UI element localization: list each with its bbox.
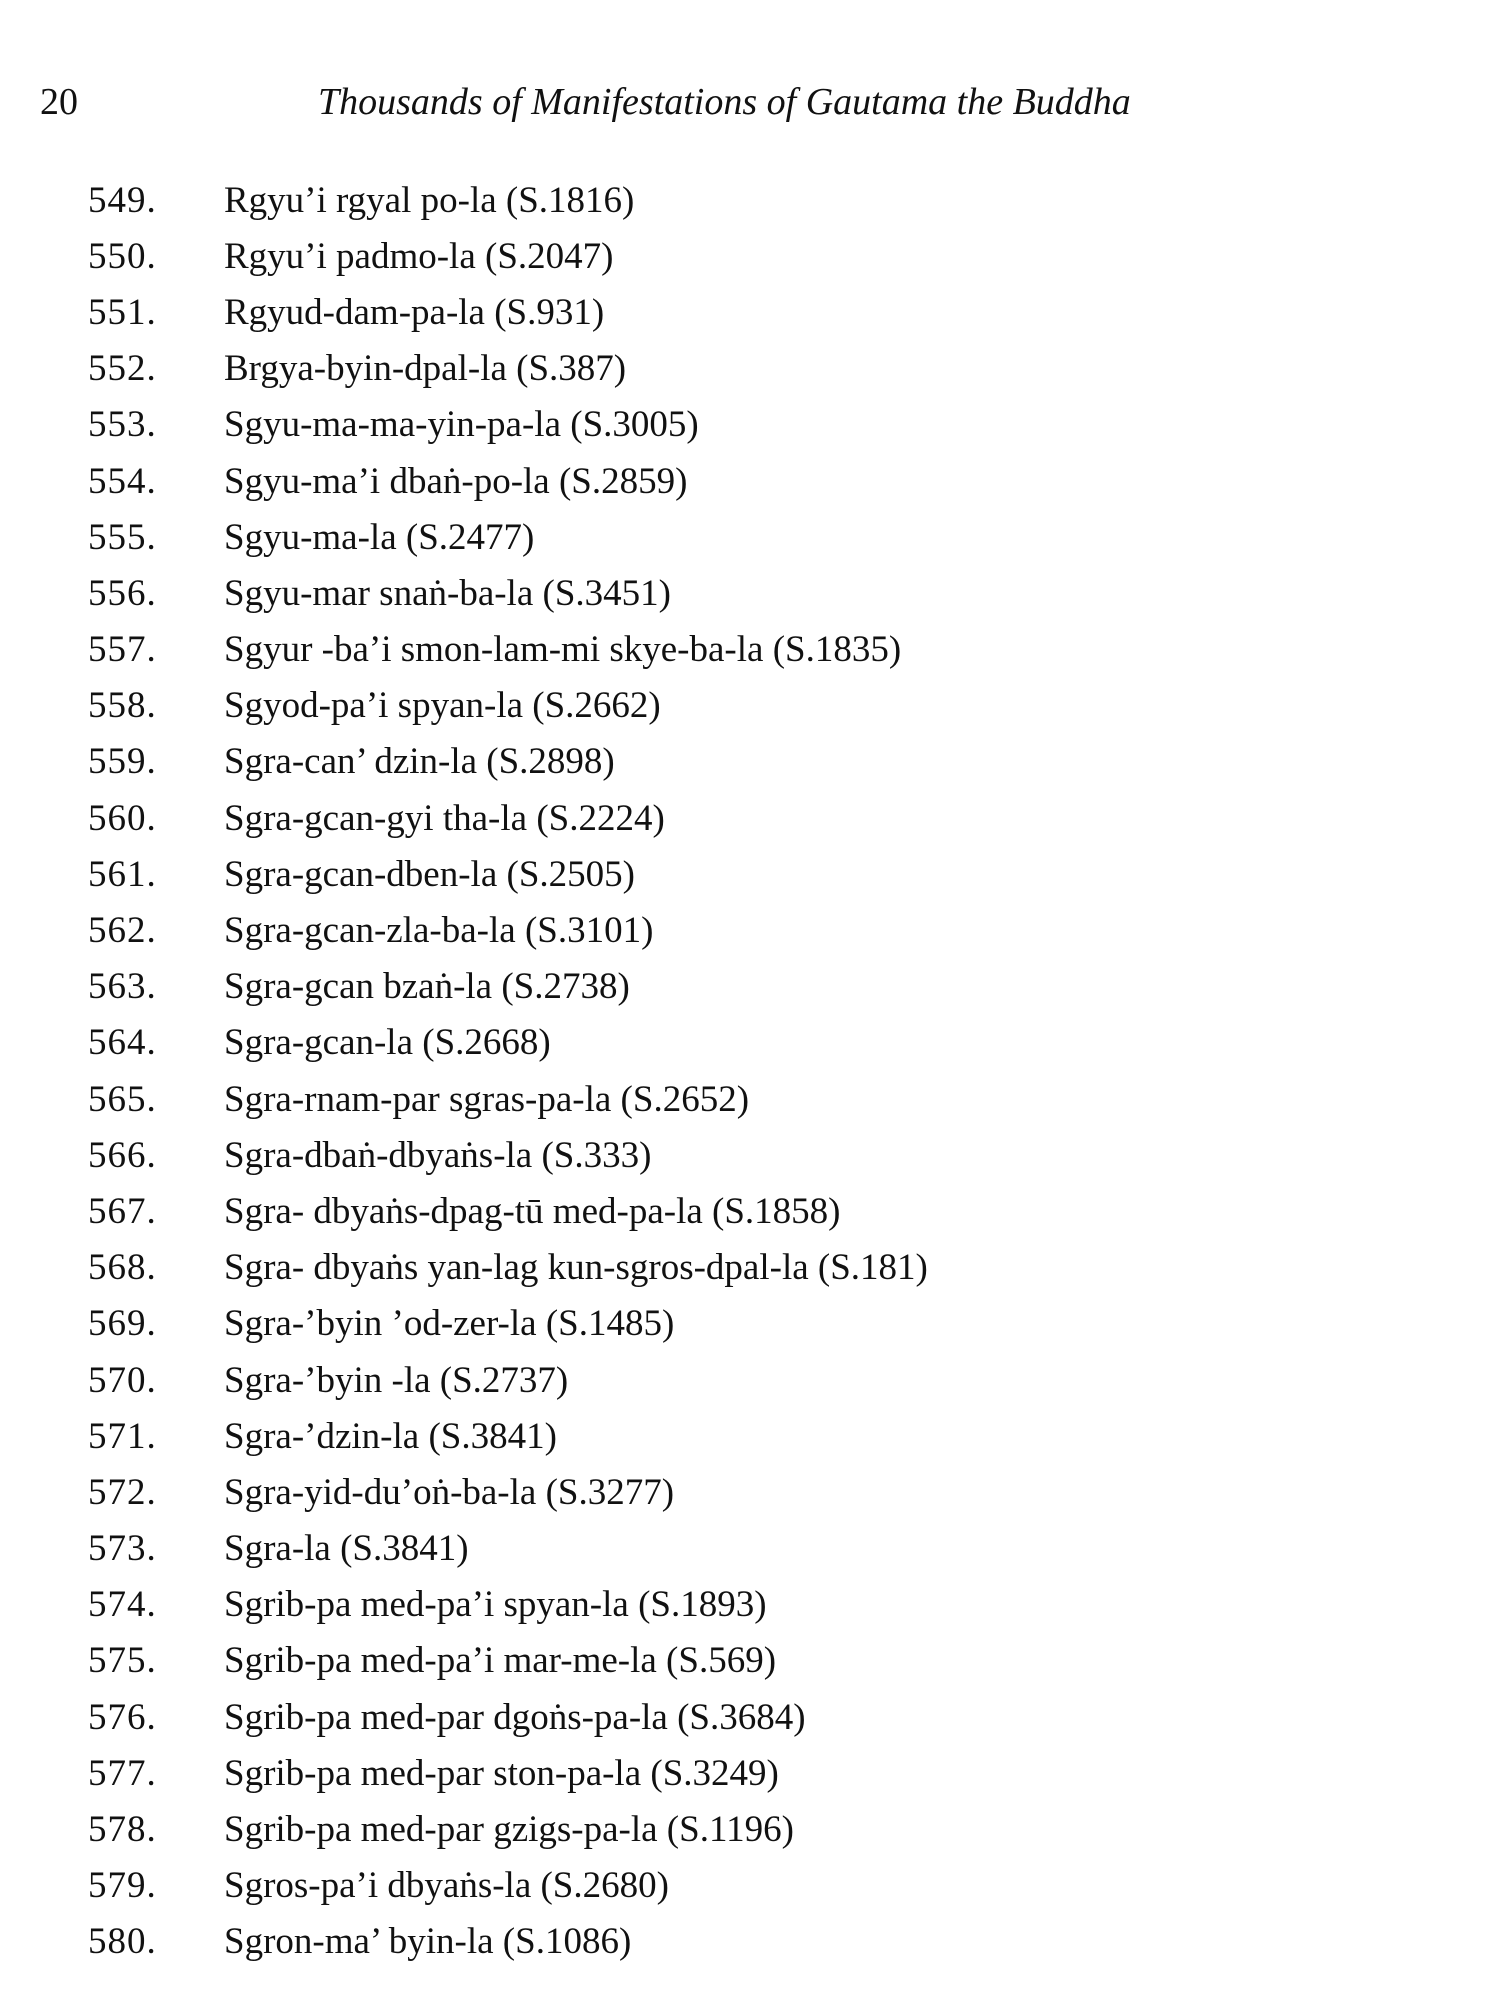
entry-number: 572. <box>88 1471 157 1513</box>
entry-name: Sgra-gcan-gyi tha-la (S.2224) <box>224 797 665 839</box>
list-item <box>88 1015 1448 1071</box>
entry-name: Sgra-’byin ’od-zer-la (S.1485) <box>224 1303 675 1345</box>
entry-name: Rgyu’i rgyal po-la (S.1816) <box>224 179 635 221</box>
entry-number: 555. <box>88 516 157 558</box>
entry-number: 575. <box>88 1640 157 1682</box>
list-item <box>88 509 1448 565</box>
entry-name: Sgros-pa’i dbyaṅs-la (S.2680) <box>224 1865 669 1907</box>
entry-number: 576. <box>88 1696 157 1738</box>
entry-name: Sgra-gcan-dben-la (S.2505) <box>224 853 635 895</box>
entry-name: Rgyud-dam-pa-la (S.931) <box>224 291 605 333</box>
entry-number: 568. <box>88 1247 157 1289</box>
entry-number: 577. <box>88 1752 157 1794</box>
entry-number: 553. <box>88 404 157 446</box>
entry-name: Sgra-yid-du’oṅ-ba-la (S.3277) <box>224 1471 675 1513</box>
list-item <box>88 959 1448 1015</box>
entry-number: 564. <box>88 1022 157 1064</box>
page-number: 20 <box>40 81 78 123</box>
entry-name: Sgra-gcan-la (S.2668) <box>224 1022 551 1064</box>
page-header <box>40 72 1450 132</box>
entry-number: 563. <box>88 966 157 1008</box>
list-item <box>88 453 1448 509</box>
entry-number: 562. <box>88 910 157 952</box>
list-item <box>88 1745 1448 1801</box>
list-item <box>88 1801 1448 1857</box>
list-item <box>88 902 1448 958</box>
list-item <box>88 1071 1448 1127</box>
entry-name: Sgra-dbaṅ-dbyaṅs-la (S.333) <box>224 1134 652 1176</box>
entry-number: 550. <box>88 235 157 277</box>
entry-number: 556. <box>88 572 157 614</box>
list-item <box>88 1296 1448 1352</box>
list-item <box>88 397 1448 453</box>
list-item <box>88 1633 1448 1689</box>
name-list <box>88 172 1448 1970</box>
entry-name: Sgra-gcan bzaṅ-la (S.2738) <box>224 966 630 1008</box>
entry-name: Sgyur -ba’i smon-lam-mi skye-ba-la (S.1835) <box>224 629 902 671</box>
entry-name: Sgra-la (S.3841) <box>224 1528 469 1570</box>
list-item <box>88 341 1448 397</box>
entry-number: 560. <box>88 797 157 839</box>
entry-number: 552. <box>88 348 157 390</box>
entry-name: Sgyu-ma’i dbaṅ-po-la (S.2859) <box>224 460 688 502</box>
entry-name: Brgya-byin-dpal-la (S.387) <box>224 348 627 390</box>
entry-name: Sgra- dbyaṅs-dpag-tū med-pa-la (S.1858) <box>224 1190 841 1232</box>
entry-number: 578. <box>88 1809 157 1851</box>
list-item <box>88 1914 1448 1970</box>
entry-number: 551. <box>88 291 157 333</box>
entry-name: Sgrib-pa med-par dgoṅs-pa-la (S.3684) <box>224 1696 806 1738</box>
entry-number: 561. <box>88 853 157 895</box>
entry-number: 574. <box>88 1584 157 1626</box>
entry-number: 580. <box>88 1921 157 1963</box>
entry-name: Sgron-ma’ byin-la (S.1086) <box>224 1921 632 1963</box>
entry-number: 554. <box>88 460 157 502</box>
entry-number: 557. <box>88 629 157 671</box>
list-item <box>88 1240 1448 1296</box>
entry-number: 573. <box>88 1528 157 1570</box>
entry-name: Rgyu’i padmo-la (S.2047) <box>224 235 614 277</box>
entry-name: Sgyod-pa’i spyan-la (S.2662) <box>224 685 661 727</box>
entry-name: Sgrib-pa med-par ston-pa-la (S.3249) <box>224 1752 779 1794</box>
entry-number: 570. <box>88 1359 157 1401</box>
list-item <box>88 846 1448 902</box>
list-item <box>88 172 1448 228</box>
list-item <box>88 790 1448 846</box>
entry-name: Sgra-gcan-zla-ba-la (S.3101) <box>224 910 654 952</box>
entry-name: Sgra- dbyaṅs yan-lag kun-sgros-dpal-la (S.181) <box>224 1247 928 1289</box>
entry-number: 565. <box>88 1078 157 1120</box>
entry-number: 558. <box>88 685 157 727</box>
entry-name: Sgra-’byin -la (S.2737) <box>224 1359 569 1401</box>
list-item <box>88 228 1448 284</box>
list-item <box>88 1464 1448 1520</box>
entry-name: Sgra-rnam-par sgras-pa-la (S.2652) <box>224 1078 750 1120</box>
entry-number: 579. <box>88 1865 157 1907</box>
entry-number: 567. <box>88 1190 157 1232</box>
entry-number: 571. <box>88 1415 157 1457</box>
entry-number: 569. <box>88 1303 157 1345</box>
running-title: Thousands of Manifestations of Gautama the Buddha <box>318 81 1131 123</box>
entry-name: Sgra-’dzin-la (S.3841) <box>224 1415 557 1457</box>
entry-number: 549. <box>88 179 157 221</box>
entry-name: Sgrib-pa med-pa’i spyan-la (S.1893) <box>224 1584 767 1626</box>
list-item <box>88 284 1448 340</box>
list-item <box>88 1127 1448 1183</box>
list-item <box>88 1858 1448 1914</box>
entry-number: 566. <box>88 1134 157 1176</box>
entry-name: Sgrib-pa med-par gzigs-pa-la (S.1196) <box>224 1809 794 1851</box>
entry-name: Sgra-can’ dzin-la (S.2898) <box>224 741 615 783</box>
entry-name: Sgyu-ma-la (S.2477) <box>224 516 535 558</box>
list-item <box>88 678 1448 734</box>
list-item <box>88 1689 1448 1745</box>
list-item <box>88 1521 1448 1577</box>
entry-name: Sgyu-mar snaṅ-ba-la (S.3451) <box>224 572 671 614</box>
list-item <box>88 1352 1448 1408</box>
list-item <box>88 1577 1448 1633</box>
list-item <box>88 565 1448 621</box>
list-item <box>88 734 1448 790</box>
list-item <box>88 622 1448 678</box>
entry-name: Sgyu-ma-ma-yin-pa-la (S.3005) <box>224 404 699 446</box>
list-item <box>88 1408 1448 1464</box>
list-item <box>88 1183 1448 1239</box>
entry-number: 559. <box>88 741 157 783</box>
entry-name: Sgrib-pa med-pa’i mar-me-la (S.569) <box>224 1640 777 1682</box>
